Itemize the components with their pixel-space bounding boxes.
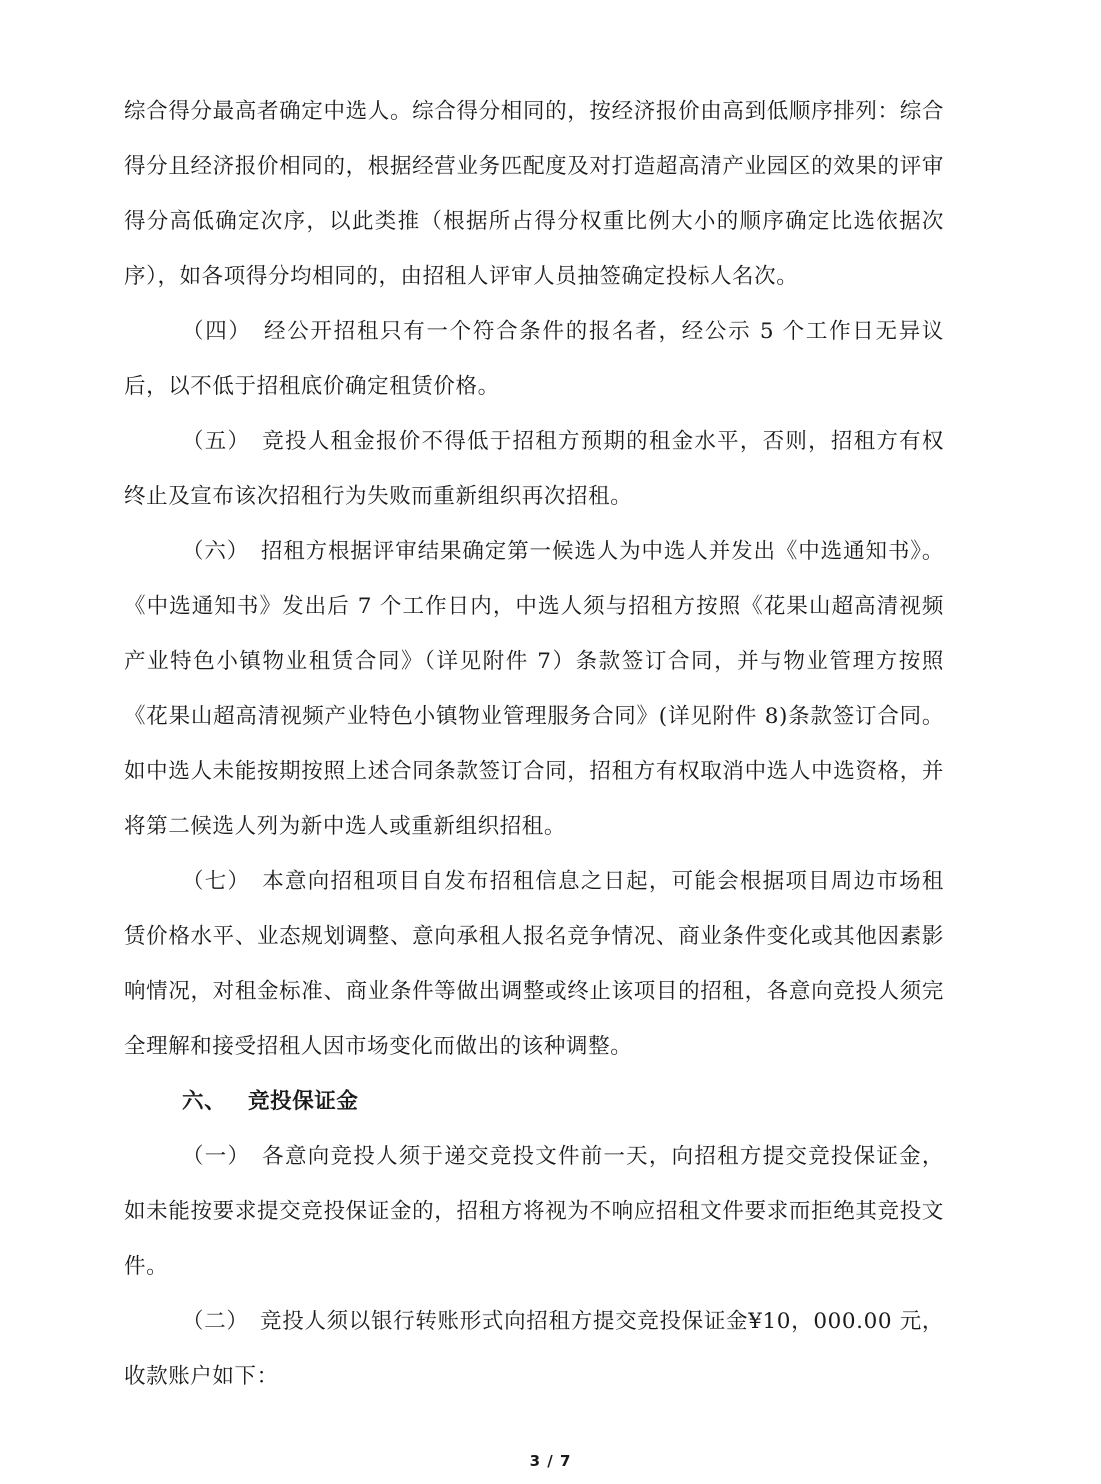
- paragraph-item-6: （六） 招租方根据评审结果确定第一候选人为中选人并发出《中选通知书》。《中选通知书》发出后 7 个工作日内，中选人须与招租方按照《花果山超高清视频产业特色小镇物业租赁合同》（详见附件 7）条款签订合同，并与物业管理方按照《花果山超高清视频产业特色小镇物业管理服务合同》(详见附件 8)条款签订合同。如中选人未能按期按照上述合同条款签订合同，招租方有权取消中选人中选资格，并将第二候选人列为新中选人或重新组织招租。: [124, 539, 944, 839]
- page-number: 3 / 7: [529, 1452, 572, 1470]
- section-number: 六、: [182, 1089, 227, 1114]
- document-body: [124, 84, 944, 1404]
- section-title: 竞投保证金: [248, 1089, 359, 1114]
- paragraph-scoring-continued: 综合得分最高者确定中选人。综合得分相同的，按经济报价由高到低顺序排列：综合得分且经济报价相同的，根据经营业务匹配度及对打造超高清产业园区的效果的评审得分高低确定次序，以此类推（根据所占得分权重比例大小的顺序确定比选依据次序），如各项得分均相同的，由招租人评审人员抽签确定投标人名次。: [124, 99, 944, 289]
- paragraph-deposit-1: （一） 各意向竞投人须于递交竞投文件前一天，向招租方提交竞投保证金，如未能按要求提交竞投保证金的，招租方将视为不响应招租文件要求而拒绝其竞投文件。: [124, 1144, 944, 1279]
- paragraph-item-7: （七） 本意向招租项目自发布招租信息之日起，可能会根据项目周边市场租赁价格水平、业态规划调整、意向承租人报名竞争情况、商业条件变化或其他因素影响情况，对租金标准、商业条件等做出调整或终止该项目的招租，各意向竞投人须完全理解和接受招租人因市场变化而做出的该种调整。: [124, 869, 944, 1059]
- section-heading-deposit: [124, 1074, 944, 1129]
- paragraph-item-5: （五） 竞投人租金报价不得低于招租方预期的租金水平，否则，招租方有权终止及宣布该次招租行为失败而重新组织再次招租。: [124, 429, 944, 509]
- paragraph-deposit-2: （二） 竞投人须以银行转账形式向招租方提交竞投保证金¥10，000.00 元，收款账户如下：: [124, 1309, 944, 1389]
- paragraph-item-4: （四） 经公开招租只有一个符合条件的报名者，经公示 5 个工作日无异议后，以不低于招租底价确定租赁价格。: [124, 319, 944, 399]
